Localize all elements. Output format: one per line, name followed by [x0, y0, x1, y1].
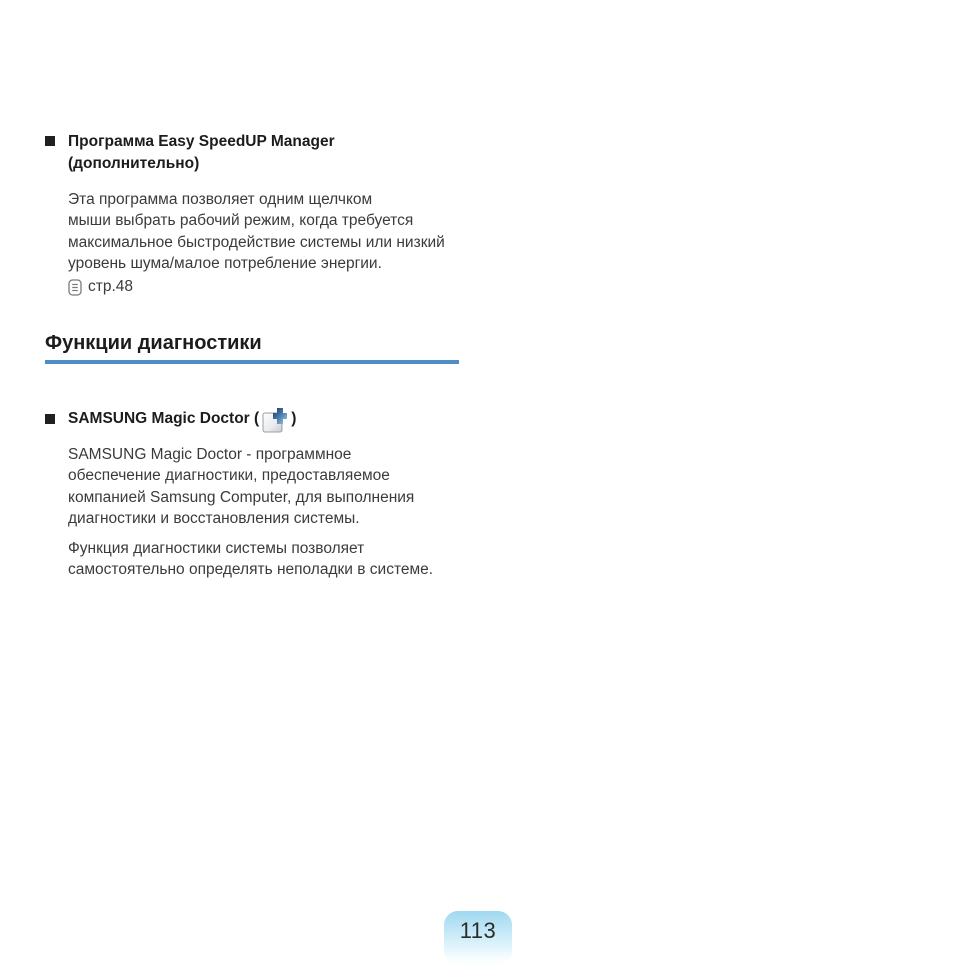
body-line: мыши выбрать рабочий режим, когда требуется — [68, 212, 414, 230]
magic-doctor-document-plus-icon — [262, 407, 288, 434]
item-title-text: ) — [291, 410, 297, 427]
body-line: диагностики и восстановления системы. — [68, 509, 360, 527]
item-body — [68, 189, 475, 274]
item-title-line: Программа Easy SpeedUP Manager — [68, 133, 335, 150]
section-magic-doctor — [45, 405, 475, 581]
item-header — [45, 131, 475, 175]
page-number-badge — [444, 911, 512, 965]
item-title-text: SAMSUNG Magic Doctor ( — [68, 410, 260, 427]
page-number: 113 — [459, 918, 497, 943]
item-header — [45, 405, 475, 433]
body-line: компанией Samsung Computer, для выполнения — [68, 488, 415, 506]
item-body — [68, 444, 475, 529]
section-easy-speedup — [45, 131, 475, 296]
diagnostics-section-heading: Функции диагностики — [45, 331, 459, 364]
item-body — [68, 538, 475, 581]
body-line: уровень шума/малое потребление энергии. — [68, 254, 382, 272]
page-lines-icon — [68, 279, 82, 296]
body-line: максимальное быстродействие системы или низкий — [68, 233, 445, 251]
square-bullet-icon — [45, 136, 55, 146]
page-reference — [68, 278, 475, 296]
square-bullet-icon — [45, 414, 55, 424]
body-line: обеспечение диагностики, предоставляемое — [68, 467, 390, 485]
body-line: самостоятельно определять неполадки в системе. — [68, 561, 434, 579]
body-line: Функция диагностики системы позволяет — [68, 540, 365, 558]
page-reference-label: стр.48 — [88, 278, 134, 296]
item-title-line: (дополнительно) — [68, 155, 200, 172]
body-line: SAMSUNG Magic Doctor - программное — [68, 446, 352, 463]
body-line: Эта программа позволяет одним щелчком — [68, 191, 373, 208]
item-title — [68, 131, 335, 175]
item-title — [68, 405, 296, 433]
